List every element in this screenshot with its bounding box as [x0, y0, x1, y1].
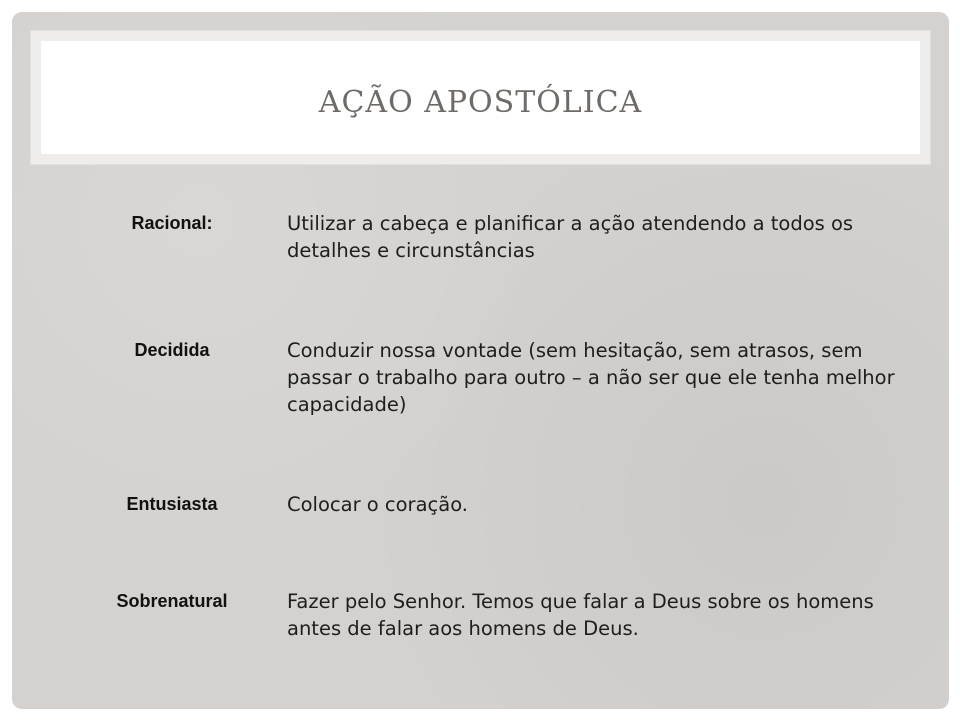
term-description: Colocar o coração. [287, 493, 468, 516]
term-label: Entusiasta [126, 494, 218, 514]
term-label: Decidida [134, 340, 210, 360]
title-box [41, 41, 920, 154]
title-band [30, 30, 931, 165]
slide-title: AÇÃO APOSTÓLICA [318, 85, 643, 120]
slide [12, 12, 949, 709]
term-label: Sobrenatural [116, 591, 228, 611]
term-label: Racional: [131, 213, 213, 233]
term-description: Fazer pelo Senhor. Temos que falar a Deus sobre os homens antes de falar aos homens de Deus. [287, 590, 874, 640]
term-description: Utilizar a cabeça e planificar a ação atendendo a todos os detalhes e circunstâncias [287, 212, 854, 262]
term-description: Conduzir nossa vontade (sem hesitação, sem atrasos, sem passar o trabalho para outro – a não ser que ele tenha melhor capacidade) [287, 339, 895, 416]
